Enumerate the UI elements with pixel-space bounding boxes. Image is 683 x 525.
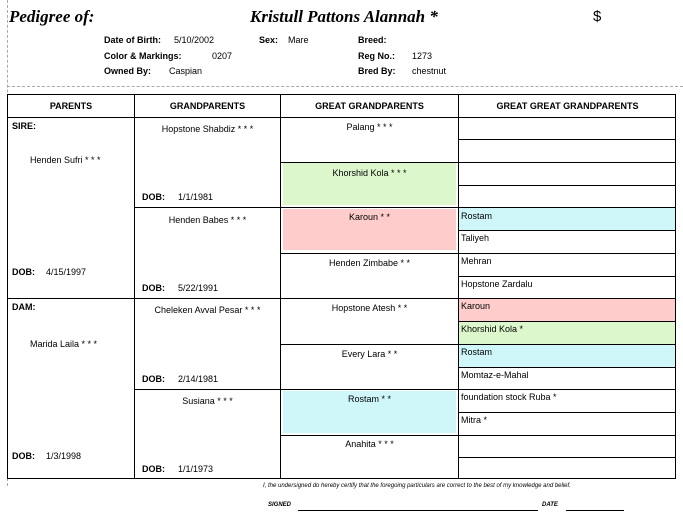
- signature-line[interactable]: [298, 510, 538, 511]
- sire-name: Henden Sufri * * *: [30, 155, 101, 165]
- gggp-divider-3: [459, 185, 675, 186]
- grandparent-dob: 1/1/1981: [178, 192, 214, 202]
- signed-label: SIGNED: [268, 502, 292, 508]
- great-grandparent-name: Hopstone Atesh * *: [331, 303, 408, 313]
- dam-label: DAM:: [12, 302, 36, 312]
- dam-dob-label: DOB:: [12, 451, 35, 461]
- col-divider-3: [458, 95, 459, 478]
- sire-dam-divider: [8, 298, 675, 299]
- great-great-grandparent-name: foundation stock Ruba *: [461, 392, 557, 402]
- great-great-grandparent-name: Taliyeh: [461, 233, 490, 243]
- color-label: Color & Markings:: [104, 51, 182, 61]
- sire-label: SIRE:: [12, 121, 37, 131]
- gggp-divider-15: [459, 457, 675, 458]
- dam-dob: 1/3/1998: [46, 451, 82, 461]
- bredby-value: chestnut: [412, 66, 447, 76]
- great-great-grandparent-name: Mehran: [461, 256, 492, 266]
- grandparent-dob-label: DOB:: [142, 374, 165, 384]
- header-row-border: [8, 117, 675, 118]
- col-header-great-great-grandparents: GREAT GREAT GRANDPARENTS: [496, 101, 639, 111]
- gp-divider-1: [135, 207, 675, 208]
- col-header-parents: PARENTS: [49, 101, 93, 111]
- header-divider: [7, 86, 683, 87]
- great-grandparent-name: Every Lara * *: [341, 349, 398, 359]
- grandparent-name: Hopstone Shabdiz * * *: [161, 124, 254, 134]
- date-line[interactable]: [566, 510, 624, 511]
- great-great-grandparent-name: Rostam: [461, 211, 493, 221]
- gggp-divider-5: [459, 230, 675, 231]
- sex-label: Sex:: [259, 35, 279, 45]
- pedigree-table: [7, 94, 676, 479]
- great-grandparent-name: Rostam * *: [347, 394, 391, 404]
- dam-name: Marida Laila * * *: [30, 339, 98, 349]
- col-header-great-grandparents: GREAT GRANDPARENTS: [315, 101, 424, 111]
- great-grandparent-name: Palang * * *: [346, 122, 393, 132]
- grandparent-dob: 5/22/1991: [178, 283, 219, 293]
- great-great-grandparent-name: Rostam: [461, 347, 493, 357]
- grandparent-name: Susiana * * *: [182, 396, 233, 406]
- price-symbol: $: [593, 8, 602, 25]
- ggp-divider-5: [281, 344, 675, 345]
- owned-label: Owned By:: [104, 66, 152, 76]
- date-label: DATE: [542, 502, 558, 508]
- gggp-divider-11: [459, 367, 675, 368]
- horse-name: Kristull Pattons Alannah *: [250, 7, 438, 26]
- great-great-grandparent-name: Karoun: [461, 301, 491, 311]
- reg-value: 1273: [412, 51, 433, 61]
- certification-text: I, the undersigned do hereby certify that the foregoing particulars are correct to the best of my knowledge and belief.: [263, 483, 571, 489]
- bredby-label: Bred By:: [358, 66, 396, 76]
- reg-label: Reg No.:: [358, 51, 395, 61]
- ggp-divider-1: [281, 162, 675, 163]
- col-divider-1: [134, 95, 135, 478]
- sire-dob-label: DOB:: [12, 267, 35, 277]
- gggp-divider-7: [459, 276, 675, 277]
- color-value: 0207: [212, 51, 233, 61]
- gp-divider-3: [135, 389, 675, 390]
- col-divider-2: [280, 95, 281, 478]
- great-grandparent-name: Khorshid Kola * * *: [332, 168, 407, 178]
- grandparent-name: Henden Babes * * *: [168, 215, 247, 225]
- grandparent-dob-label: DOB:: [142, 464, 165, 474]
- pedigree-of-label: Pedigree of:: [9, 7, 95, 26]
- gggp-divider-1: [459, 139, 675, 140]
- grandparent-name: Cheleken Avval Pesar * * *: [154, 305, 261, 315]
- grandparent-dob: 1/1/1973: [178, 464, 214, 474]
- great-grandparent-name: Karoun * *: [348, 212, 391, 222]
- ggp-divider-7: [281, 435, 675, 436]
- great-great-grandparent-name: Momtaz-e-Mahal: [461, 370, 529, 380]
- grandparent-dob-label: DOB:: [142, 192, 165, 202]
- great-great-grandparent-name: Hopstone Zardalu: [461, 279, 533, 289]
- owned-value: Caspian: [169, 66, 203, 76]
- col-header-grandparents: GRANDPARENTS: [169, 101, 246, 111]
- grandparent-dob: 2/14/1981: [178, 374, 219, 384]
- ggp-divider-3: [281, 253, 675, 254]
- great-grandparent-name: Anahita * * *: [345, 439, 394, 449]
- great-great-grandparent-name: Khorshid Kola *: [461, 324, 524, 334]
- gggp-divider-9: [459, 321, 675, 322]
- great-great-grandparent-name: Mitra *: [461, 415, 488, 425]
- dob-label: Date of Birth:: [104, 35, 161, 45]
- great-grandparent-name: Henden Zimbabe * *: [328, 258, 411, 268]
- grandparent-dob-label: DOB:: [142, 283, 165, 293]
- sire-dob: 4/15/1997: [46, 267, 87, 277]
- sex-value: Mare: [288, 35, 309, 45]
- gggp-divider-13: [459, 412, 675, 413]
- breed-label: Breed:: [358, 35, 387, 45]
- dob-value: 5/10/2002: [174, 35, 215, 45]
- gggp-9-fill: [459, 299, 675, 321]
